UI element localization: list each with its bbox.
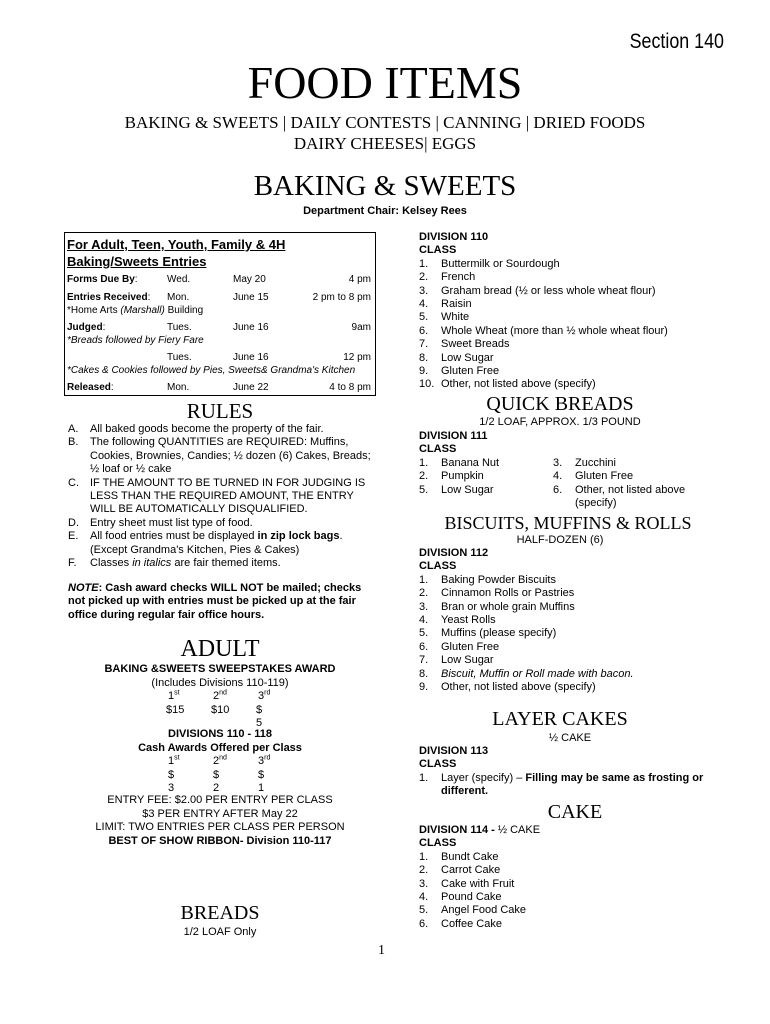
division-111 <box>419 430 739 510</box>
item-number: 5. <box>419 904 429 917</box>
forms-label: Forms Due By <box>67 274 135 285</box>
list-item <box>419 772 739 799</box>
item-text: Carrot Cake <box>441 864 501 877</box>
item-text: Graham bread (½ or less whole wheat flour) <box>441 284 656 297</box>
item-text: Whole Wheat (more than ½ whole wheat flour) <box>441 324 668 337</box>
item-number: 3. <box>419 284 429 297</box>
item-text: Yeast Rolls <box>441 614 496 627</box>
judged2-date: June 16 <box>233 352 269 363</box>
entries-note-c: Building <box>164 305 204 316</box>
item-number: 4. <box>419 891 429 904</box>
breads-note: 1/2 LOAF Only <box>183 926 257 938</box>
cash-amount-1: $ 3 <box>168 769 175 795</box>
item-number: A. <box>68 423 79 435</box>
list-item <box>419 627 739 640</box>
place-3-sup: rd <box>264 689 271 697</box>
item-number: C. <box>68 476 79 489</box>
item-text: Cake with Fruit <box>441 877 515 890</box>
rule-letter: F. <box>68 557 77 570</box>
item-text: Low Sugar <box>441 351 494 364</box>
list-item <box>419 298 739 311</box>
list-item <box>419 311 739 324</box>
division-110-class-label: CLASS <box>419 244 457 257</box>
item-text: Other, not listed above (specify) <box>441 681 596 694</box>
entries-time: 2 pm to 8 pm <box>312 292 371 303</box>
item-number: 1. <box>419 771 429 784</box>
judged2-time: 12 pm <box>343 352 371 363</box>
item-number: B. <box>68 436 79 449</box>
division-114 <box>419 824 739 931</box>
division-114-note: ½ CAKE <box>497 824 541 836</box>
released-day: Mon. <box>167 382 190 393</box>
item-text: Gluten Free <box>441 365 500 378</box>
list-item <box>419 325 739 338</box>
biscuits-note: HALF-DOZEN (6) <box>516 534 604 546</box>
subtitle-line-2: DAIRY CHEESES| EGGS <box>293 134 477 153</box>
list-item <box>419 285 739 298</box>
rule-item <box>68 436 380 476</box>
item-text: Sweet Breads <box>441 338 510 351</box>
schedule-box <box>64 232 376 396</box>
list-item <box>419 378 739 391</box>
item-text: Muffins (please specify) <box>441 627 557 640</box>
place-3: 3 <box>258 690 265 702</box>
entries-date: June 15 <box>233 292 269 303</box>
item-number: 1. <box>419 257 429 270</box>
subtitle-line-1: BAKING & SWEETS | DAILY CONTESTS | CANNING | DRIED FOODS <box>124 113 646 132</box>
list-item <box>419 614 739 627</box>
item-text: White <box>441 311 470 324</box>
item-number: 7. <box>419 654 429 667</box>
rule-f-text-a: Classes <box>90 557 133 570</box>
item-number: 3. <box>419 600 429 613</box>
cash-place-2-sup: nd <box>219 754 227 762</box>
best-of-show: BEST OF SHOW RIBBON- Division 110-117 <box>108 835 332 847</box>
item-number: 2. <box>419 271 429 284</box>
item-text: Bundt Cake <box>441 850 499 863</box>
page-number: 1 <box>378 943 385 958</box>
rules-list <box>68 423 380 570</box>
item-number: 8. <box>419 351 429 364</box>
entries-note-b: (Marshall) <box>120 305 165 316</box>
list-item <box>419 864 739 877</box>
entries-colon: : <box>147 292 151 303</box>
rule-item-e <box>68 530 380 557</box>
item-text: Other, not listed above (specify) <box>575 483 686 510</box>
sweepstakes-note: (Includes Divisions 110-119) <box>151 677 289 689</box>
sweepstakes-title: BAKING &SWEETS SWEEPSTAKES AWARD <box>104 663 336 675</box>
entry-limit: LIMIT: TWO ENTRIES PER CLASS PER PERSON <box>95 821 345 833</box>
cash-place-3: 3 <box>258 755 265 767</box>
layer-cakes-heading: LAYER CAKES <box>492 708 628 730</box>
divisions-title: DIVISIONS 110 - 118 <box>168 728 272 740</box>
cake-heading: CAKE <box>547 801 603 823</box>
forms-colon: : <box>134 274 138 285</box>
place-2-sup: nd <box>219 689 227 697</box>
judged-colon: : <box>102 322 106 333</box>
place-1-sup: st <box>174 689 180 697</box>
list-item <box>553 484 703 511</box>
item-text: Gluten Free <box>441 640 500 653</box>
schedule-row-judged <box>67 321 373 335</box>
list-item <box>419 271 739 284</box>
list-item <box>419 365 739 378</box>
list-item <box>419 457 553 470</box>
judged2-day: Tues. <box>167 352 192 363</box>
sweep-amount-1: $15 <box>166 704 185 716</box>
layer-cakes-note: ½ CAKE <box>548 732 592 744</box>
schedule-row-released <box>67 381 373 395</box>
rule-e-text-c: . (Except Grandma's Kitchen, Pies & Cakes) <box>90 530 343 556</box>
list-item <box>419 681 739 694</box>
item-text: Baking Powder Biscuits <box>441 573 556 586</box>
rule-e-text-b: in zip lock bags <box>257 530 340 543</box>
item-number: 2. <box>419 864 429 877</box>
entries-day: Mon. <box>167 292 190 303</box>
sweep-amount-3: $ 5 <box>256 704 263 730</box>
item-number: 4. <box>419 298 429 311</box>
item-number: 3. <box>553 456 563 469</box>
rule-item <box>68 517 380 530</box>
cash-title: Cash Awards Offered per Class <box>138 742 302 754</box>
judged-date: June 16 <box>233 322 269 333</box>
item-text: IF THE AMOUNT TO BE TURNED IN FOR JUDGING IS LESS THAN THE REQUIRED AMOUNT, THE ENTRY WILL BE AUTOMATICALLY DISQUALIFIED. <box>90 476 366 516</box>
list-item <box>419 338 739 351</box>
division-112-class-label: CLASS <box>419 560 457 573</box>
item-number: 1. <box>419 850 429 863</box>
division-110-title: DIVISION 110 <box>419 231 489 243</box>
division-113-title: DIVISION 113 <box>419 745 489 757</box>
item-number: 6. <box>419 640 429 653</box>
item-number: 4. <box>553 470 563 483</box>
item-number: 6. <box>419 917 429 930</box>
item-text: Raisin <box>441 298 472 311</box>
division-114-title: DIVISION 114 - <box>419 824 498 836</box>
item-number: 9. <box>419 681 429 694</box>
list-item <box>419 587 739 600</box>
item-text: Cinnamon Rolls or Pastries <box>441 587 575 600</box>
item-text: Pumpkin <box>441 470 484 483</box>
list-item <box>419 484 553 497</box>
division-113 <box>419 745 739 799</box>
item-text: Low Sugar <box>441 654 494 667</box>
item-text: Other, not listed above (specify) <box>441 378 596 391</box>
list-item <box>419 654 739 667</box>
cash-place-2: 2 <box>213 755 220 767</box>
division-111-title: DIVISION 111 <box>419 430 488 442</box>
biscuits-heading: BISCUITS, MUFFINS & ROLLS <box>444 513 692 533</box>
entries-note <box>67 305 373 317</box>
item-number: 5. <box>419 311 429 324</box>
place-2: 2 <box>213 690 220 702</box>
judged-note: *Breads followed by Fiery Fare <box>67 335 204 346</box>
cash-place-1-sup: st <box>174 754 180 762</box>
item-text: French <box>441 271 476 284</box>
released-colon: : <box>110 382 114 393</box>
schedule-row-entries <box>67 291 373 305</box>
item-number: 2. <box>419 470 429 483</box>
list-item <box>419 574 739 587</box>
list-item <box>553 470 703 483</box>
list-item <box>419 904 739 917</box>
forms-date: May 20 <box>233 274 266 285</box>
item-text: Pound Cake <box>441 891 502 904</box>
item-text: Entry sheet must list type of food. <box>90 516 253 529</box>
item-text: Coffee Cake <box>441 917 502 930</box>
rule-item <box>68 477 380 517</box>
item-number: 6. <box>553 483 563 496</box>
item-text: Angel Food Cake <box>441 904 526 917</box>
item-text-b: Filling may be same as frosting or different. <box>441 771 704 798</box>
item-text: Biscuit, Muffin or Roll made with bacon. <box>441 667 634 680</box>
baking-heading: BAKING & SWEETS <box>253 170 517 202</box>
breads-heading: BREADS <box>180 902 260 924</box>
rules-heading: RULES <box>186 399 254 423</box>
judged2-note: *Cakes & Cookies followed by Pies, Sweets& Grandma's Kitchen <box>67 365 356 376</box>
place-1: 1 <box>168 690 175 702</box>
item-number: 4. <box>419 614 429 627</box>
item-number: 1. <box>419 456 429 469</box>
item-text: Low Sugar <box>441 483 494 496</box>
judged-day: Tues. <box>167 322 192 333</box>
item-text: Zucchini <box>575 456 616 469</box>
cash-place-1: 1 <box>168 755 175 767</box>
cash-amount-2: $ 2 <box>213 769 220 795</box>
item-number: 3. <box>419 877 429 890</box>
note-text: : Cash award checks WILL NOT be mailed; checks not picked up with entries must be picked up at the fair office during regular fair office hours. <box>68 582 362 621</box>
item-number: 8. <box>419 667 429 680</box>
cash-place-3-sup: rd <box>264 754 271 762</box>
quick-breads-heading: QUICK BREADS <box>486 393 634 415</box>
item-text-a: Layer (specify) – <box>441 771 526 784</box>
forms-time: 4 pm <box>348 274 371 285</box>
item-number: 1. <box>419 573 429 586</box>
late-fee: $3 PER ENTRY AFTER May 22 <box>142 808 298 820</box>
list-item <box>419 641 739 654</box>
released-date: June 22 <box>233 382 269 393</box>
list-item <box>419 601 739 614</box>
list-item <box>419 878 739 891</box>
released-time: 4 to 8 pm <box>329 382 371 393</box>
list-item <box>419 258 739 271</box>
rule-item-f <box>68 557 380 570</box>
rule-item <box>68 423 380 436</box>
item-text: The following QUANTITIES are REQUIRED: Muffins, Cookies, Brownies, Candies; ½ dozen (6) Cakes, Breads; ½ loaf or ½ cake <box>90 436 371 476</box>
released-label: Released <box>67 382 111 393</box>
division-112 <box>419 547 739 694</box>
note-label: NOTE <box>68 582 99 594</box>
item-number: 6. <box>419 324 429 337</box>
item-number: 5. <box>419 627 429 640</box>
cash-note <box>68 582 380 622</box>
entries-label: Entries Received <box>67 292 148 303</box>
list-item <box>419 851 739 864</box>
entries-note-a: *Home Arts <box>67 305 121 316</box>
list-item <box>419 918 739 931</box>
item-number: 2. <box>419 587 429 600</box>
rule-f-text-c: are fair themed items. <box>171 557 281 570</box>
page-subtitle <box>40 112 730 154</box>
item-text: Bran or whole grain Muffins <box>441 600 575 613</box>
page-title: FOOD ITEMS <box>247 57 523 108</box>
list-item <box>419 470 553 483</box>
judged-label: Judged <box>67 322 103 333</box>
division-114-class-label: CLASS <box>419 837 457 850</box>
list-item <box>419 352 739 365</box>
department-chair: Department Chair: Kelsey Rees <box>303 205 467 217</box>
list-item <box>419 668 739 681</box>
item-text: Buttermilk or Sourdough <box>441 257 560 270</box>
rule-e-text-a: All food entries must be displayed <box>90 530 258 543</box>
schedule-row-judged-2 <box>67 351 373 365</box>
item-number: 5. <box>419 483 429 496</box>
item-text: Gluten Free <box>575 470 634 483</box>
item-number: 10. <box>419 378 435 391</box>
adult-heading: ADULT <box>180 636 260 662</box>
rule-f-text-b: in italics <box>132 557 172 570</box>
division-111-class-label: CLASS <box>419 443 457 456</box>
schedule-row-forms <box>67 273 373 287</box>
item-number: 7. <box>419 338 429 351</box>
division-112-title: DIVISION 112 <box>419 547 489 559</box>
cash-amount-3: $ 1 <box>258 769 265 795</box>
forms-day: Wed. <box>167 274 191 285</box>
item-number: 9. <box>419 365 429 378</box>
item-number: D. <box>68 516 79 529</box>
quick-breads-note: 1/2 LOAF, APPROX. 1/3 POUND <box>479 416 641 428</box>
sweep-amount-2: $10 <box>211 704 230 716</box>
list-item <box>553 457 703 470</box>
schedule-heading: For Adult, Teen, Youth, Family & 4H Baking/Sweets Entries <box>67 237 286 269</box>
item-text: All baked goods become the property of the fair. <box>90 423 324 435</box>
entry-fee: ENTRY FEE: $2.00 PER ENTRY PER CLASS <box>107 794 333 806</box>
division-113-class-label: CLASS <box>419 758 457 771</box>
list-item <box>419 891 739 904</box>
section-label: Section 140 <box>629 30 724 53</box>
item-text: Banana Nut <box>441 456 500 469</box>
division-110 <box>419 231 739 392</box>
judged-time: 9am <box>351 322 371 333</box>
rule-letter: E. <box>68 530 79 543</box>
